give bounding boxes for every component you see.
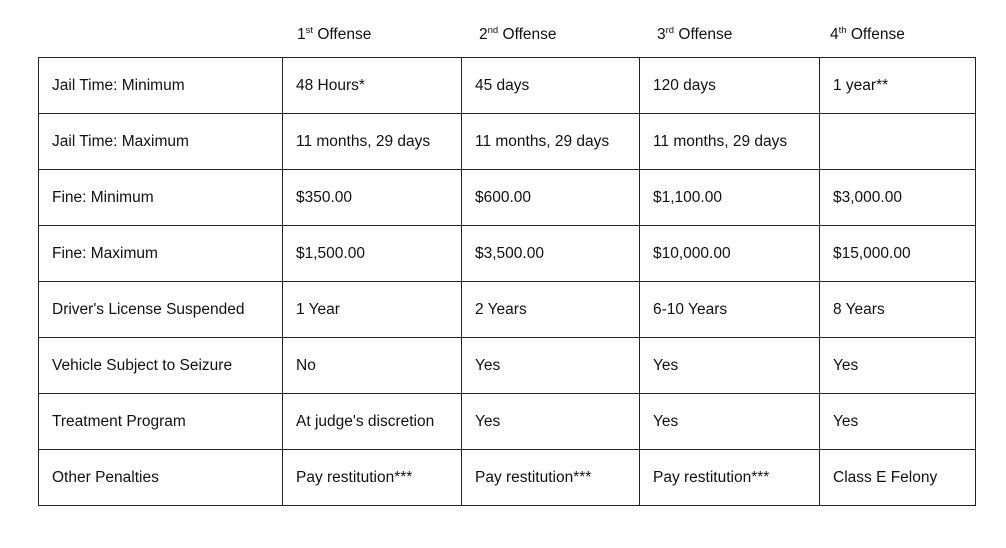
table-row	[39, 282, 976, 338]
table-cell: Yes	[640, 394, 820, 450]
table-cell: 45 days	[462, 58, 640, 114]
table-cell: 11 months, 29 days	[462, 114, 640, 170]
table-cell: Yes	[820, 338, 976, 394]
offense-header-row	[0, 0, 1006, 57]
header-2nd-label: Offense	[502, 26, 557, 43]
header-1st-label: Offense	[317, 26, 372, 43]
header-1st-offense	[297, 25, 371, 45]
penalties-table	[38, 57, 976, 506]
header-3rd-number: 3	[657, 26, 666, 43]
table-cell: 2 Years	[462, 282, 640, 338]
header-3rd-ordinal: rd	[665, 25, 675, 36]
row-label: Other Penalties	[39, 450, 283, 506]
header-1st-number: 1	[297, 26, 306, 43]
header-4th-offense	[830, 25, 905, 45]
row-label: Jail Time: Minimum	[39, 58, 283, 114]
table-cell: Yes	[462, 394, 640, 450]
header-3rd-offense	[657, 25, 732, 45]
table-cell: $1,500.00	[283, 226, 462, 282]
table-cell: $15,000.00	[820, 226, 976, 282]
header-1st-ordinal: st	[305, 25, 314, 36]
header-4th-number: 4	[830, 26, 839, 43]
row-label: Fine: Minimum	[39, 170, 283, 226]
row-label: Fine: Maximum	[39, 226, 283, 282]
row-label: Jail Time: Maximum	[39, 114, 283, 170]
table-cell: 1 year**	[820, 58, 976, 114]
header-4th-ordinal: th	[838, 25, 847, 36]
table-cell: 11 months, 29 days	[640, 114, 820, 170]
header-4th-label: Offense	[850, 26, 905, 43]
header-2nd-ordinal: nd	[487, 25, 499, 36]
table-cell: At judge's discretion	[283, 394, 462, 450]
table-cell: No	[283, 338, 462, 394]
table-cell: 11 months, 29 days	[283, 114, 462, 170]
table-cell: $350.00	[283, 170, 462, 226]
table-cell: $600.00	[462, 170, 640, 226]
table-cell: Pay restitution***	[462, 450, 640, 506]
table-cell	[820, 114, 976, 170]
header-2nd-number: 2	[479, 26, 488, 43]
table-row	[39, 114, 976, 170]
table-row	[39, 394, 976, 450]
table-row	[39, 450, 976, 506]
table-cell: Yes	[462, 338, 640, 394]
row-label: Driver's License Suspended	[39, 282, 283, 338]
table-cell: $3,000.00	[820, 170, 976, 226]
table-cell: Yes	[640, 338, 820, 394]
table-row	[39, 58, 976, 114]
table-cell: Pay restitution***	[283, 450, 462, 506]
table-cell: Pay restitution***	[640, 450, 820, 506]
table-row	[39, 338, 976, 394]
table-cell: 6-10 Years	[640, 282, 820, 338]
table-cell: 1 Year	[283, 282, 462, 338]
table-cell: 120 days	[640, 58, 820, 114]
table-cell: 8 Years	[820, 282, 976, 338]
table-cell: $10,000.00	[640, 226, 820, 282]
table-cell: Class E Felony	[820, 450, 976, 506]
header-2nd-offense	[479, 25, 557, 45]
table-row	[39, 170, 976, 226]
table-cell: 48 Hours*	[283, 58, 462, 114]
table-cell: $3,500.00	[462, 226, 640, 282]
header-3rd-label: Offense	[678, 26, 733, 43]
row-label: Vehicle Subject to Seizure	[39, 338, 283, 394]
table-row	[39, 226, 976, 282]
table-cell: $1,100.00	[640, 170, 820, 226]
table-cell: Yes	[820, 394, 976, 450]
row-label: Treatment Program	[39, 394, 283, 450]
